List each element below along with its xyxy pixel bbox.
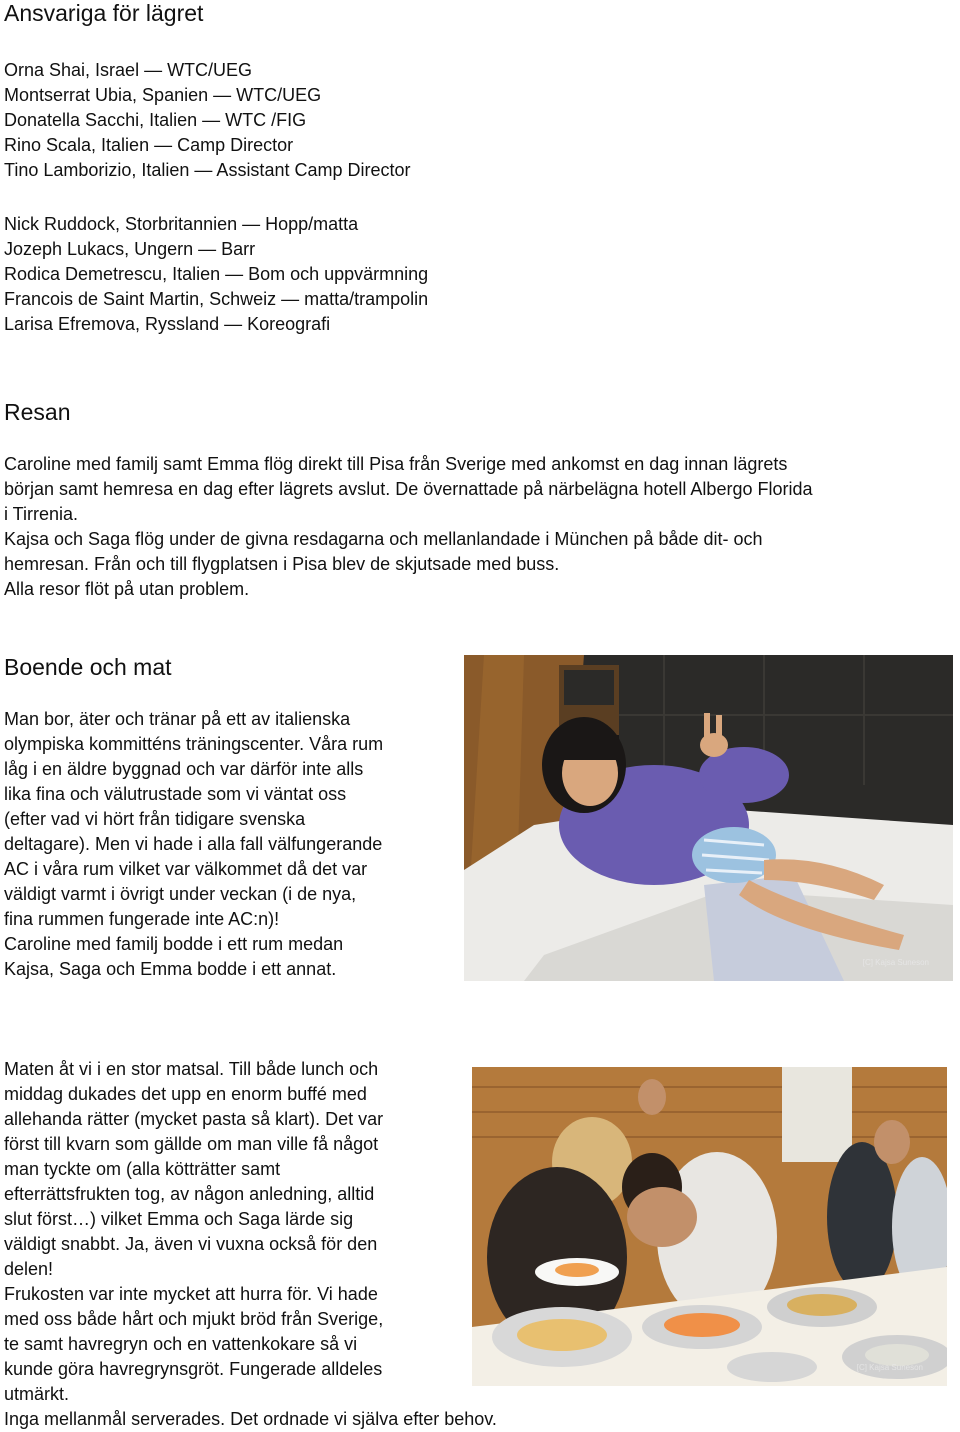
text-line: Inga mellanmål serverades. Det ordnade vi själva efter behov. [4,1409,497,1429]
text-line: utmärkt. [4,1384,70,1404]
text-line: med oss både hårt och mjukt bröd från Sverige, [4,1309,384,1329]
text-line: allehanda rätter (mycket pasta så klart). Det var [4,1109,384,1129]
text-line: deltagare). Men vi hade i alla fall välfungerande [4,834,383,854]
text-line: början samt hemresa en dag efter lägrets avslut. De övernattade på närbelägna hotell Albergo Florida [4,479,813,499]
text-line: låg i en äldre byggnad och var därför inte alls [4,759,364,779]
text-line: efterrättsfrukten tog, av någon anledning, alltid [4,1184,375,1204]
photo-credit: [C] Kajsa Suneson [862,958,929,967]
leader-item: Rino Scala, Italien — Camp Director [4,135,294,155]
leader-item: Rodica Demetrescu, Italien — Bom och uppvärmning [4,264,429,284]
leader-item: Tino Lamborizio, Italien — Assistant Camp Director [4,160,411,180]
text-line: delen! [4,1259,54,1279]
text-line: slut först…) vilket Emma och Saga lärde sig [4,1209,354,1229]
text-line: man tyckte om (alla kötträtter samt [4,1159,281,1179]
photo-buffet [472,1067,947,1386]
photo-buffet-image [472,1067,947,1386]
leader-item: Orna Shai, Israel — WTC/UEG [4,60,253,80]
leader-item: Nick Ruddock, Storbritannien — Hopp/matta [4,214,359,234]
leaders-heading: Ansvariga för lägret [4,0,204,26]
text-line: te samt havregryn och en vattenkokare så vi [4,1334,358,1354]
photo-girl-on-bed-image [464,655,953,981]
text-line: Alla resor flöt på utan problem. [4,579,250,599]
lodging-heading: Boende och mat [4,654,172,680]
text-line: Caroline med familj bodde i ett rum medan [4,934,344,954]
text-line: Kajsa och Saga flög under de givna resdagarna och mellanlandade i München på både dit- och [4,529,763,549]
text-line: först till kvarn som gällde om man ville få något [4,1134,379,1154]
text-line: hemresan. Från och till flygplatsen i Pisa blev de skjutsade med buss. [4,554,560,574]
text-line: AC i våra rum vilket var välkommet då det var [4,859,368,879]
text-line: (efter vad vi hört från tidigare svenska [4,809,306,829]
leaders-list-2 [4,212,428,337]
text-line: Kajsa, Saga och Emma bodde i ett annat. [4,959,337,979]
photo-girl-on-bed [464,655,953,981]
text-line: lika fina och välutrustade som vi väntat oss [4,784,347,804]
leader-item: Jozeph Lukacs, Ungern — Barr [4,239,256,259]
text-line: Caroline med familj samt Emma flög direkt till Pisa från Sverige med ankomst en dag innan lägrets [4,454,788,474]
text-line: Man bor, äter och tränar på ett av italienska [4,709,351,729]
leaders-list-1 [4,58,411,183]
text-line: middag dukades det upp en enorm buffé med [4,1084,367,1104]
text-line: i Tirrenia. [4,504,79,524]
text-line: väldigt snabbt. Ja, även vi vuxna också för den [4,1234,378,1254]
lodging-paragraph [4,707,454,982]
leader-item: Francois de Saint Martin, Schweiz — matta/trampolin [4,289,429,309]
text-line: olympiska kommitténs träningscenter. Våra rum [4,734,384,754]
text-line: fina rummen fungerade inte AC:n)! [4,909,280,929]
text-line: väldigt varmt i övrigt under veckan (i de nya, [4,884,357,904]
leader-item: Donatella Sacchi, Italien — WTC /FIG [4,110,307,130]
text-line: Frukosten var inte mycket att hurra för. Vi hade [4,1284,378,1304]
leader-item: Larisa Efremova, Ryssland — Koreografi [4,314,331,334]
text-line: Maten åt vi i en stor matsal. Till både lunch och [4,1059,379,1079]
travel-paragraph [4,452,954,602]
leader-item: Montserrat Ubia, Spanien — WTC/UEG [4,85,322,105]
photo-credit: [C] Kajsa Suneson [856,1363,923,1372]
text-line: kunde göra havregrynsgröt. Fungerade alldeles [4,1359,383,1379]
travel-heading: Resan [4,399,71,425]
